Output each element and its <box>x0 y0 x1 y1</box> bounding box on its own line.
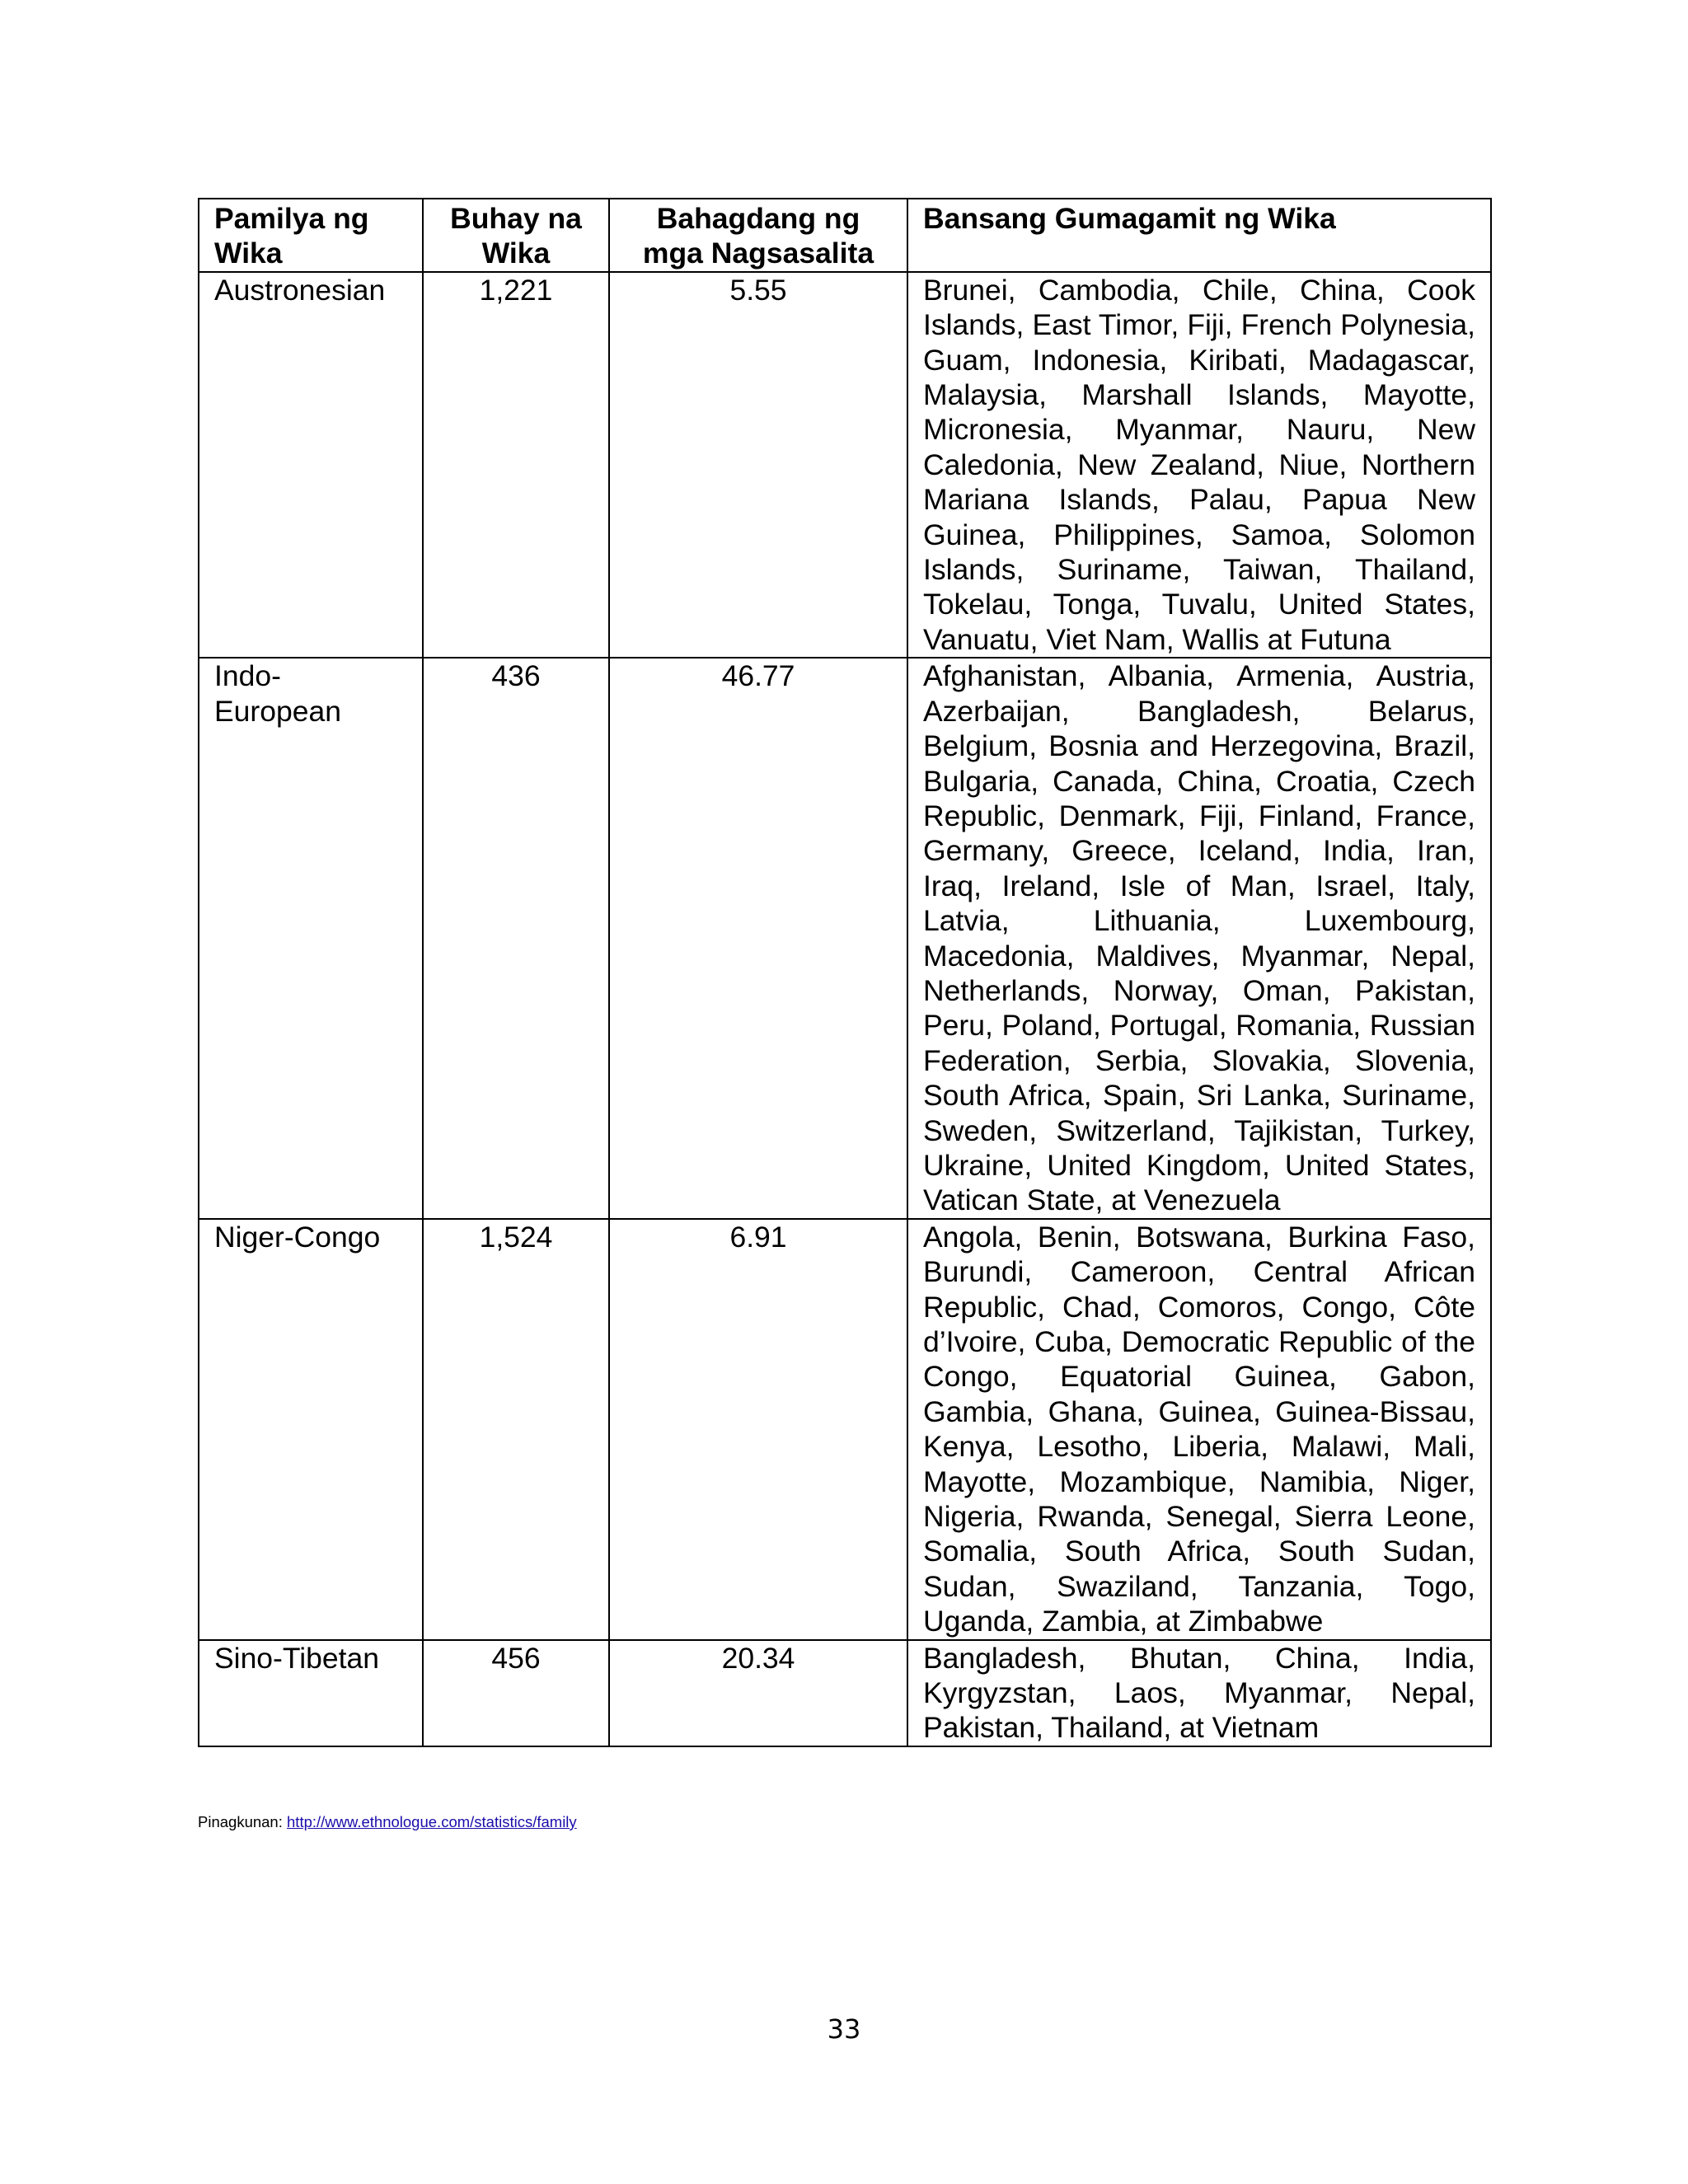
cell-family: Sino-Tibetan <box>199 1640 423 1746</box>
header-speaker-percentage: Bahagdang ng mga Nagsasalita <box>609 199 907 272</box>
header-family: Pamilya ng Wika <box>199 199 423 272</box>
cell-countries: Bangladesh, Bhutan, China, India, Kyrgyzstan, Laos, Myanmar, Nepal, Pakistan, Thailand, at Vietnam <box>907 1640 1491 1746</box>
language-family-table <box>198 198 1492 1747</box>
source-citation <box>198 1813 577 1831</box>
cell-living-languages: 1,221 <box>423 272 609 658</box>
table-header-row <box>199 199 1491 272</box>
cell-countries: Afghanistan, Albania, Armenia, Austria, Azerbaijan, Bangladesh, Belarus, Belgium, Bosnia and Herzegovina, Brazil, Bulgaria, Canada, China, Croatia, Czech Republic, Denmark, Fiji, Finland, France, Germany, Greece, Iceland, India, Iran, Iraq, Ireland, Isle of Man, Israel, Italy, Latvia, Lithuania, Luxembourg, Macedonia, Maldives, Myanmar, Nepal, Netherlands, Norway, Oman, Pakistan, Peru, Poland, Portugal, Romania, Russian Federation, Serbia, Slovakia, Slovenia, South Africa, Spain, Sri Lanka, Suriname, Sweden, Switzerland, Tajikistan, Turkey, Ukraine, United Kingdom, United States, Vatican State, at Venezuela <box>907 658 1491 1219</box>
source-label: Pinagkunan: <box>198 1813 288 1830</box>
cell-living-languages: 1,524 <box>423 1219 609 1640</box>
page-number: 33 <box>827 2013 861 2045</box>
source-link[interactable]: http://www.ethnologue.com/statistics/family <box>287 1813 577 1830</box>
header-countries: Bansang Gumagamit ng Wika <box>907 199 1491 272</box>
cell-speaker-percentage: 5.55 <box>609 272 907 658</box>
cell-countries: Angola, Benin, Botswana, Burkina Faso, Burundi, Cameroon, Central African Republic, Chad, Comoros, Congo, Côte d’Ivoire, Cuba, Democratic Republic of the Congo, Equatorial Guinea, Gabon, Gambia, Ghana, Guinea, Guinea-Bissau, Kenya, Lesotho, Liberia, Malawi, Mali, Mayotte, Mozambique, Namibia, Niger, Nigeria, Rwanda, Senegal, Sierra Leone, Somalia, South Africa, South Sudan, Sudan, Swaziland, Tanzania, Togo, Uganda, Zambia, at Zimbabwe <box>907 1219 1491 1640</box>
cell-countries: Brunei, Cambodia, Chile, China, Cook Islands, East Timor, Fiji, French Polynesia, Guam, Indonesia, Kiribati, Madagascar, Malaysia, Marshall Islands, Mayotte, Micronesia, Myanmar, Nauru, New Caledonia, New Zealand, Niue, Northern Mariana Islands, Palau, Papua New Guinea, Philippines, Samoa, Solomon Islands, Suriname, Taiwan, Thailand, Tokelau, Tonga, Tuvalu, United States, Vanuatu, Viet Nam, Wallis at Futuna <box>907 272 1491 658</box>
cell-speaker-percentage: 6.91 <box>609 1219 907 1640</box>
table-row <box>199 1219 1491 1640</box>
family-label: Indo-European <box>214 659 341 728</box>
cell-family <box>199 658 423 1219</box>
header-living-languages: Buhay na Wika <box>423 199 609 272</box>
cell-family: Niger-Congo <box>199 1219 423 1640</box>
cell-family: Austronesian <box>199 272 423 658</box>
cell-living-languages: 456 <box>423 1640 609 1746</box>
cell-speaker-percentage: 46.77 <box>609 658 907 1219</box>
table-row <box>199 1640 1491 1746</box>
cell-speaker-percentage: 20.34 <box>609 1640 907 1746</box>
cell-living-languages: 436 <box>423 658 609 1219</box>
table-row <box>199 272 1491 658</box>
table-row <box>199 658 1491 1219</box>
